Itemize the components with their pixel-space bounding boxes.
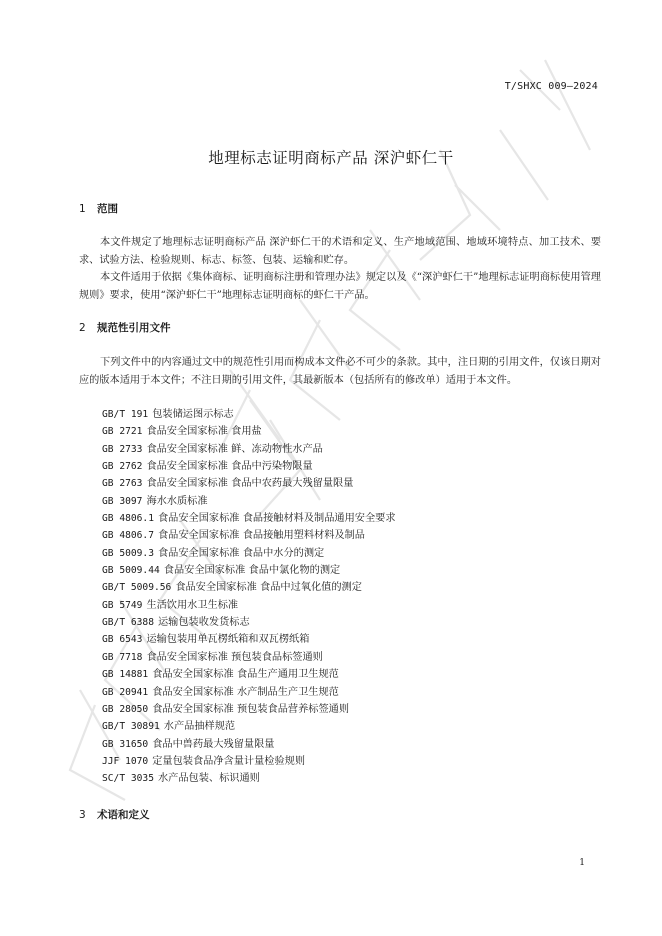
reference-code: GB 5009.44 bbox=[102, 565, 160, 577]
reference-code: GB 2762 bbox=[102, 461, 143, 473]
reference-title: 食品安全国家标准 食品中氯化物的测定 bbox=[163, 565, 341, 577]
section-title: 术语和定义 bbox=[97, 809, 150, 821]
section-title: 规范性引用文件 bbox=[97, 322, 171, 334]
reference-item bbox=[102, 736, 396, 753]
reference-title: 食品安全国家标准 食用盐 bbox=[146, 426, 262, 438]
reference-title: 食品安全国家标准 预包装食品营养标签通则 bbox=[152, 703, 350, 715]
section-2-heading bbox=[79, 320, 171, 335]
reference-title: 食品中兽药最大残留量限量 bbox=[152, 738, 275, 750]
reference-item bbox=[102, 701, 396, 718]
reference-item bbox=[102, 649, 396, 666]
reference-item bbox=[102, 441, 396, 458]
reference-item bbox=[102, 579, 396, 596]
reference-item bbox=[102, 597, 396, 614]
reference-code: GB 6543 bbox=[102, 634, 143, 646]
reference-item bbox=[102, 406, 396, 423]
reference-code: GB 14881 bbox=[102, 669, 149, 681]
reference-code: GB 4806.7 bbox=[102, 530, 154, 542]
reference-item bbox=[102, 527, 396, 544]
reference-code: GB/T 5009.56 bbox=[102, 582, 172, 594]
reference-title: 海水水质标准 bbox=[146, 495, 208, 507]
reference-code: GB 5749 bbox=[102, 599, 143, 611]
reference-code: JJF 1070 bbox=[102, 755, 149, 767]
section-number: 2 bbox=[79, 322, 86, 334]
reference-title: 生活饮用水卫生标准 bbox=[146, 599, 239, 611]
reference-item bbox=[102, 631, 396, 648]
reference-title: 食品安全国家标准 食品中污染物限量 bbox=[146, 461, 313, 473]
normative-intro-paragraph: 下列文件中的内容通过文中的规范性引用而构成本文件必不可少的条款。其中，注日期的引用文件，仅该日期对应的版本适用于本文件；不注日期的引用文件，其最新版本（包括所有的修改单）适用于本文件。 bbox=[79, 357, 601, 386]
reference-title: 运输包装用单瓦楞纸箱和双瓦楞纸箱 bbox=[146, 634, 310, 646]
reference-item bbox=[102, 753, 396, 770]
section-number: 3 bbox=[79, 809, 86, 821]
reference-item bbox=[102, 614, 396, 631]
section-number: 1 bbox=[79, 203, 86, 215]
reference-title: 食品安全国家标准 食品中水分的测定 bbox=[157, 547, 325, 559]
reference-code: GB 31650 bbox=[102, 738, 149, 750]
reference-code: GB 3097 bbox=[102, 495, 143, 507]
reference-list bbox=[102, 406, 396, 788]
reference-title: 食品安全国家标准 鲜、冻动物性水产品 bbox=[146, 443, 323, 455]
reference-title: 水产品抽样规范 bbox=[163, 721, 236, 733]
reference-item bbox=[102, 510, 396, 527]
section-title: 范围 bbox=[97, 203, 118, 215]
reference-title: 食品安全国家标准 水产制品生产卫生规范 bbox=[152, 686, 339, 698]
section-3-heading bbox=[79, 807, 150, 822]
reference-title: 食品安全国家标准 食品中过氧化值的测定 bbox=[175, 582, 362, 594]
reference-title: 定量包装食品净含量计量检验规则 bbox=[152, 755, 306, 767]
reference-item bbox=[102, 666, 396, 683]
reference-item bbox=[102, 475, 396, 492]
reference-code: GB/T 191 bbox=[102, 409, 149, 420]
page-number: 1 bbox=[579, 858, 585, 868]
document-title: 地理标志证明商标产品 深沪虾仁干 bbox=[208, 149, 454, 167]
reference-title: 食品安全国家标准 食品接触材料及制品通用安全要求 bbox=[157, 513, 396, 525]
reference-item bbox=[102, 458, 396, 475]
reference-title: 食品安全国家标准 食品生产通用卫生规范 bbox=[152, 669, 339, 681]
reference-code: GB 28050 bbox=[102, 703, 149, 715]
reference-item bbox=[102, 562, 396, 579]
reference-item bbox=[102, 718, 396, 735]
reference-title: 包装储运图示标志 bbox=[152, 409, 234, 420]
reference-code: GB/T 6388 bbox=[102, 617, 154, 629]
reference-code: GB 7718 bbox=[102, 651, 143, 663]
reference-item bbox=[102, 423, 396, 440]
reference-item bbox=[102, 770, 396, 787]
section-1-heading bbox=[79, 201, 118, 216]
reference-title: 水产品包装、标识通则 bbox=[157, 773, 260, 785]
reference-code: GB 20941 bbox=[102, 686, 149, 698]
reference-item bbox=[102, 684, 396, 701]
reference-code: GB/T 30891 bbox=[102, 721, 160, 733]
scope-paragraph-2: 本文件适用于依据《集体商标、证明商标注册和管理办法》规定以及《“深沪虾仁干”地理标志证明商标使用管理规则》要求，使用“深沪虾仁干”地理标志证明商标的虾仁干产品。 bbox=[79, 272, 601, 301]
reference-code: GB 5009.3 bbox=[102, 547, 154, 559]
reference-item bbox=[102, 493, 396, 510]
reference-title: 食品安全国家标准 食品中农药最大残留量限量 bbox=[146, 478, 354, 490]
reference-item bbox=[102, 545, 396, 562]
reference-code: GB 2721 bbox=[102, 426, 143, 438]
reference-title: 运输包装收发货标志 bbox=[157, 617, 250, 629]
scope-paragraph-1: 本文件规定了地理标志证明商标产品 深沪虾仁干的术语和定义、生产地域范围、地域环境特点、加工技术、要求、试验方法、检验规则、标志、标签、包装、运输和贮存。 bbox=[79, 237, 601, 266]
reference-title: 食品安全国家标准 预包装食品标签通则 bbox=[146, 651, 323, 663]
reference-code: SC/T 3035 bbox=[102, 773, 154, 785]
reference-code: GB 2733 bbox=[102, 443, 143, 455]
standard-code: T/SHXC 009—2024 bbox=[504, 81, 598, 92]
reference-code: GB 2763 bbox=[102, 478, 143, 490]
reference-title: 食品安全国家标准 食品接触用塑料材料及制品 bbox=[157, 530, 365, 542]
reference-code: GB 4806.1 bbox=[102, 513, 154, 525]
